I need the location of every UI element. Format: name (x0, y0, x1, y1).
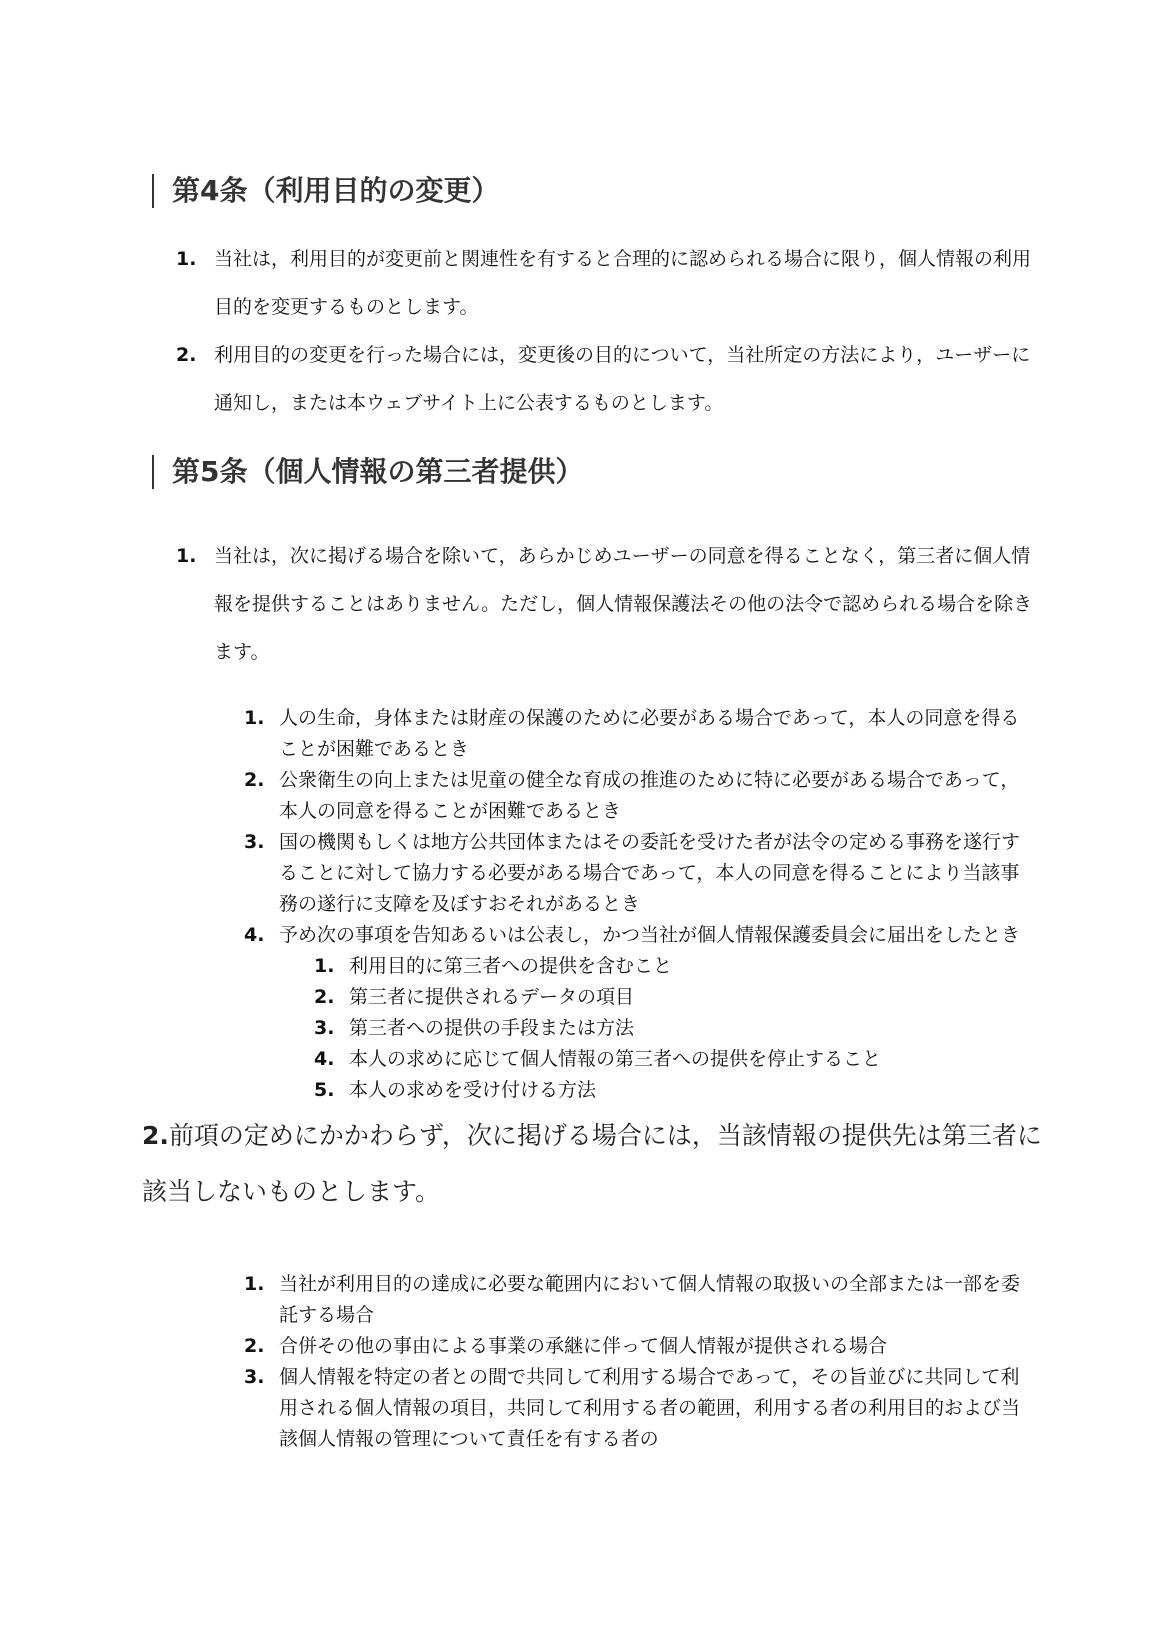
exceptions-list (244, 703, 1034, 1106)
item-number: 4. (314, 1048, 335, 1070)
list-item (314, 1013, 1034, 1044)
item-number: 2. (176, 344, 197, 366)
item-text: 合併その他の事由による事業の承継に伴って個人情報が提供される場合 (279, 1335, 888, 1357)
item-text: 当社が利用目的の達成に必要な範囲内において個人情報の取扱いの全部または一部を委託する場合 (279, 1273, 1021, 1326)
item-text: 利用目的に第三者への提供を含むこと (349, 955, 673, 977)
item-number: 1. (244, 1273, 265, 1295)
list-item (244, 1269, 1034, 1331)
item-text: 国の機関もしくは地方公共団体またはその委託を受けた者が法令の定める事務を遂行することに対して協力する必要がある場合であって，本人の同意を得ることにより当該事務の遂行に支障を及ぼすおそれがあるとき (279, 831, 1021, 915)
article-4-heading-title: 条（利用目的の変更） (219, 174, 500, 207)
item-text: 第三者に提供されるデータの項目 (349, 986, 635, 1008)
list-item (244, 1331, 1034, 1362)
list-item (244, 765, 1034, 827)
item-text: 人の生命，身体または財産の保護のために必要がある場合であって，本人の同意を得ることが困難であるとき (279, 707, 1020, 760)
list-item (314, 982, 1034, 1013)
item-number: 2. (244, 1335, 265, 1357)
paragraph-number: 2. (142, 1121, 169, 1150)
article-5-heading-number: 5 (200, 455, 220, 488)
item-text: 本人の求めを受け付ける方法 (349, 1079, 597, 1101)
item-text: 第三者への提供の手段または方法 (349, 1017, 635, 1039)
article-4-item-2 (176, 331, 1036, 427)
item-text: 公衆衛生の向上または児童の健全な育成の推進のために特に必要がある場合であって，本人の同意を得ることが困難であるとき (279, 769, 1020, 822)
item-text: 予め次の事項を告知あるいは公表し，かつ当社が個人情報保護委員会に届出をしたとき (279, 924, 1021, 946)
paragraph-text: 前項の定めにかかわらず，次に掲げる場合には，当該情報の提供先は第三者に該当しないものとします。 (142, 1121, 1042, 1206)
list-item (244, 1362, 1034, 1455)
item-number: 1. (314, 955, 335, 977)
list-item (244, 920, 1034, 951)
item-number: 3. (244, 831, 265, 853)
item-text: 個人情報を特定の者との間で共同して利用する場合であって，その旨並びに共同して利用される個人情報の項目，共同して利用する者の範囲，利用する者の利用目的および当該個人情報の管理について責任を有する者の (279, 1366, 1021, 1450)
item-number: 1. (176, 545, 197, 567)
list-item (244, 703, 1034, 765)
item-number: 3. (244, 1366, 265, 1388)
article-5-heading-prefix: 第 (172, 455, 201, 488)
item-text: 利用目的の変更を行った場合には，変更後の目的について，当社所定の方法により，ユーザーに通知し，または本ウェブサイト上に公表するものとします。 (214, 344, 1031, 414)
list-item (314, 1075, 1034, 1106)
item-text: 当社は，次に掲げる場合を除いて，あらかじめユーザーの同意を得ることなく，第三者に個人情報を提供することはありません。ただし，個人情報保護法その他の法令で認められる場合を除きます。 (214, 545, 1033, 663)
item-number: 2. (314, 986, 335, 1008)
article-4-heading-number: 4 (200, 174, 220, 207)
list-item (314, 1044, 1034, 1075)
article-4-heading-prefix: 第 (172, 174, 201, 207)
item-text: 本人の求めに応じて個人情報の第三者への提供を停止すること (349, 1048, 882, 1070)
item-number: 5. (314, 1079, 335, 1101)
article-4-heading (152, 174, 500, 208)
list-item (314, 951, 1034, 982)
article-5-paragraph-2 (142, 1108, 1042, 1220)
item-number: 3. (314, 1017, 335, 1039)
item-number: 4. (244, 924, 265, 946)
item-number: 1. (244, 707, 265, 729)
article-5-heading (152, 455, 584, 489)
article-4-item-1 (176, 235, 1036, 331)
item-text: 当社は，利用目的が変更前と関連性を有すると合理的に認められる場合に限り，個人情報の利用目的を変更するものとします。 (214, 248, 1032, 318)
article-5-heading-title: 条（個人情報の第三者提供） (219, 455, 584, 488)
notice-items-list (314, 951, 1034, 1106)
item-number: 1. (176, 248, 197, 270)
list-item (244, 827, 1034, 920)
item-number: 2. (244, 769, 265, 791)
article-5-item-1 (176, 532, 1036, 676)
non-third-party-list (244, 1269, 1034, 1455)
